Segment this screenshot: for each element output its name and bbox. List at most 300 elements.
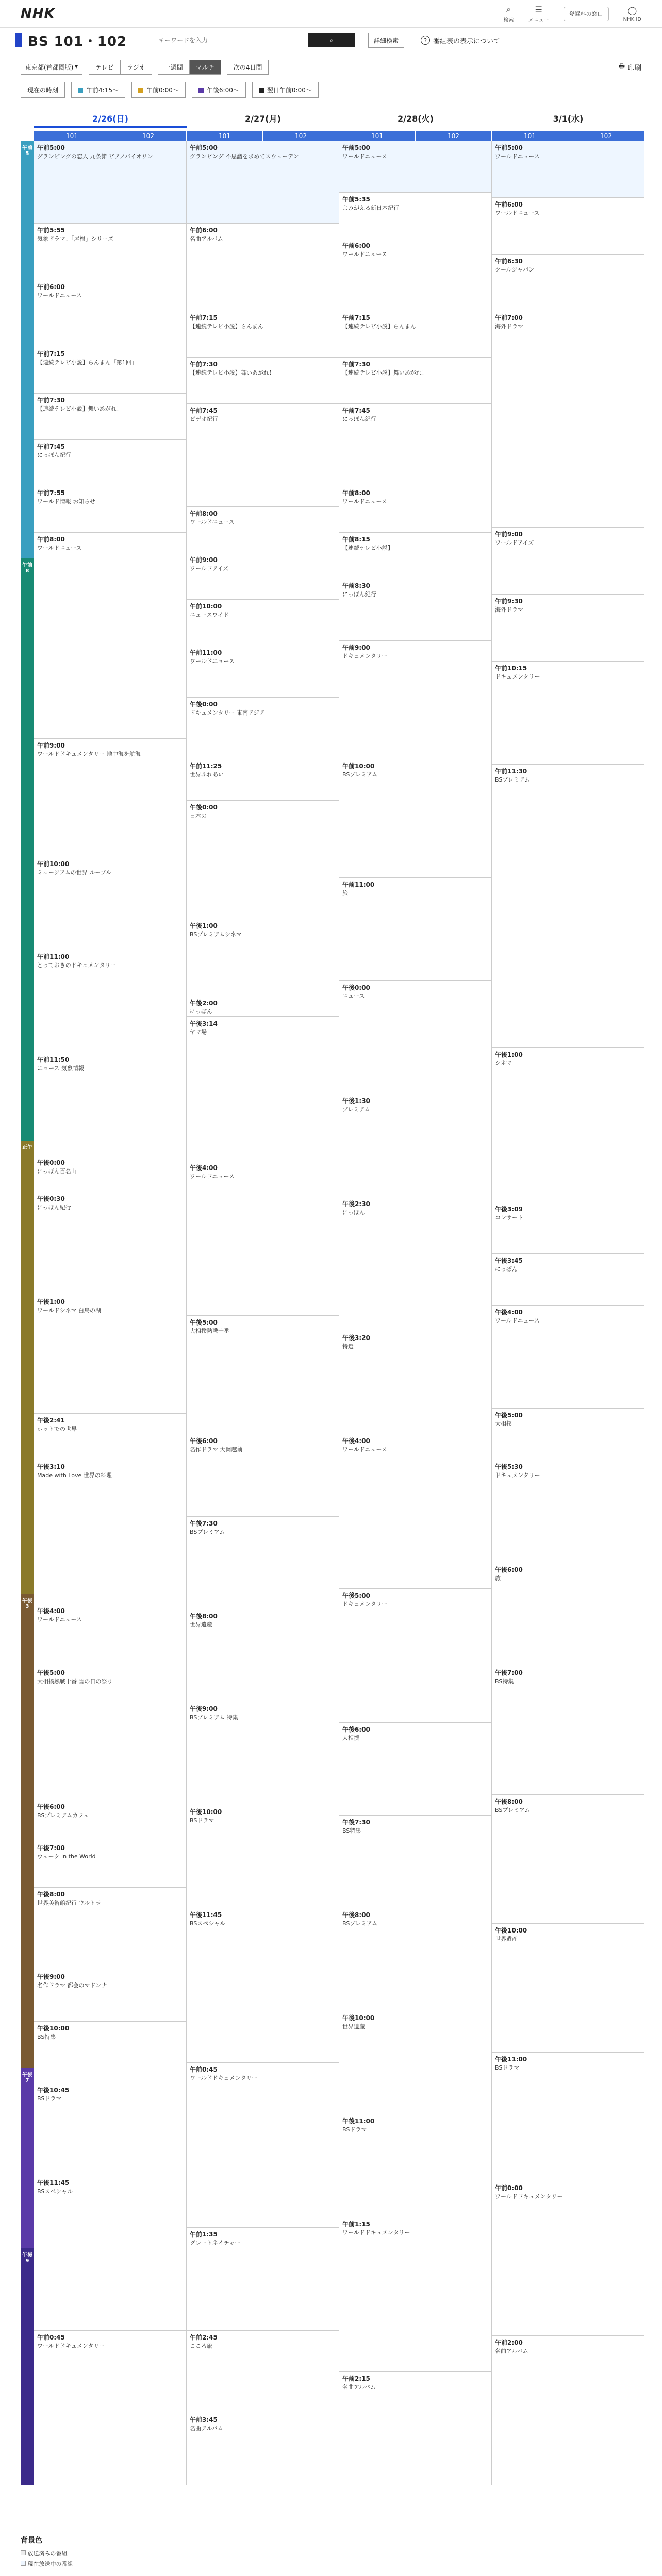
program-item[interactable] xyxy=(339,1434,491,1589)
program-item[interactable] xyxy=(339,579,491,641)
program-item[interactable] xyxy=(339,2372,491,2475)
program-item[interactable] xyxy=(339,2011,491,2114)
program-title: ドキュメンタリー xyxy=(495,1472,540,1479)
program-time: 午前6:00 xyxy=(342,242,370,249)
print-button[interactable]: 🖶 印刷 xyxy=(618,62,641,72)
program-item[interactable] xyxy=(34,1460,186,1604)
program-title: ワールドニュース xyxy=(495,153,540,160)
program-item[interactable] xyxy=(187,1702,339,1805)
program-time: 午後10:00 xyxy=(37,2025,70,2032)
program-item[interactable] xyxy=(187,141,339,224)
program-item[interactable] xyxy=(34,2331,186,2485)
program-title: にっぽん紀行 xyxy=(37,452,71,459)
program-title: ワールドニュース xyxy=(342,251,387,258)
program-item[interactable] xyxy=(187,1017,339,1161)
program-item[interactable] xyxy=(339,641,491,759)
time-button-4[interactable]: 翌日午前0:00〜 xyxy=(252,82,319,98)
program-time: 午後10:00 xyxy=(495,1927,527,1934)
program-item[interactable] xyxy=(492,1460,644,1563)
program-item[interactable] xyxy=(339,1589,491,1723)
program-item[interactable] xyxy=(34,533,186,739)
channel-header: 101 102 101 102 101 102 101 102 xyxy=(0,131,662,141)
program-item[interactable] xyxy=(187,553,339,600)
program-item[interactable] xyxy=(34,1604,186,1666)
program-title: ワールドニュース xyxy=(342,1446,387,1453)
program-item[interactable] xyxy=(492,2053,644,2181)
program-time: 午前6:00 xyxy=(495,201,523,208)
program-title: BSドラマ xyxy=(342,2126,367,2133)
program-item[interactable] xyxy=(339,239,491,311)
program-title: にっぽん xyxy=(495,1266,518,1273)
program-item[interactable] xyxy=(492,1795,644,1924)
program-item[interactable] xyxy=(187,1434,339,1517)
program-item[interactable] xyxy=(187,919,339,996)
program-time: 午後11:45 xyxy=(190,1911,222,1919)
program-time: 午後7:30 xyxy=(190,1520,218,1527)
program-item[interactable] xyxy=(34,857,186,950)
program-item[interactable] xyxy=(187,404,339,507)
time-band-0: 午前5 xyxy=(21,141,34,558)
program-time: 午後5:30 xyxy=(495,1463,523,1470)
program-title: ワールドニュース xyxy=(495,210,540,216)
program-title: ワールドドキュメンタリー xyxy=(190,2075,258,2081)
program-item[interactable] xyxy=(34,739,186,857)
program-time: 午前0:45 xyxy=(190,2066,218,2073)
program-title: シネマ xyxy=(495,1060,512,1066)
program-item[interactable] xyxy=(492,1202,644,1254)
display-settings-link[interactable]: ? 番組表の表示について xyxy=(421,36,500,45)
type-tabs xyxy=(89,60,152,75)
area-select[interactable]: 東京都(首都圏版) ▾ xyxy=(21,60,82,75)
date-0: 2/26(日) xyxy=(34,112,187,128)
menu-icon[interactable]: ☰ メニュー xyxy=(528,4,549,23)
tab-multi[interactable]: マルチ xyxy=(189,60,221,75)
search-button[interactable]: ⌕ xyxy=(308,33,355,47)
program-time: 午後0:00 xyxy=(37,1159,65,1166)
program-title: BSプレミアム xyxy=(190,1529,225,1535)
program-item[interactable] xyxy=(339,1331,491,1434)
program-item[interactable] xyxy=(34,1841,186,1888)
program-title: ドキュメンタリー xyxy=(342,653,388,659)
program-time: 午後9:00 xyxy=(37,1973,65,1980)
program-time: 午前3:45 xyxy=(190,2416,218,2424)
program-time: 午後6:00 xyxy=(342,1726,370,1733)
program-item[interactable] xyxy=(34,280,186,347)
program-title: 世界遺産 xyxy=(190,1621,212,1628)
date-2: 2/28(火) xyxy=(398,114,434,124)
footer-legend: 背景色 放送済みの番組 現在放送中の番組 xyxy=(21,2524,639,2576)
program-item[interactable] xyxy=(34,2176,186,2331)
program-title: 名作ドラマ 都会のマドンナ xyxy=(37,1982,107,1989)
sub-header xyxy=(0,28,662,53)
program-item[interactable] xyxy=(187,600,339,646)
program-item[interactable] xyxy=(187,996,339,1017)
program-time: 午前7:30 xyxy=(190,361,218,368)
program-title: 世界ふれあい xyxy=(190,771,224,778)
program-item[interactable] xyxy=(187,1609,339,1702)
program-title: ワールドニュース xyxy=(37,1616,82,1623)
program-item[interactable] xyxy=(339,141,491,193)
program-time: 午前5:00 xyxy=(190,144,218,151)
program-time: 午前7:00 xyxy=(495,314,523,321)
program-time: 午後11:45 xyxy=(37,2179,70,2187)
program-title: 大相撲 xyxy=(495,1420,512,1427)
program-title: ワールド情報 お知らせ xyxy=(37,498,95,505)
program-item[interactable] xyxy=(34,394,186,440)
program-title: BSドラマ xyxy=(495,2064,520,2071)
program-title: 【連続テレビ小説】らんまん「第1回」 xyxy=(37,359,137,366)
program-item[interactable] xyxy=(34,347,186,394)
program-item[interactable] xyxy=(339,533,491,579)
program-title: にっぽん紀行 xyxy=(37,1204,71,1211)
program-title: にっぽん紀行 xyxy=(342,591,376,598)
program-time: 午後2:00 xyxy=(190,999,218,1007)
program-item[interactable] xyxy=(492,1409,644,1460)
program-title: BSプレミアムシネマ xyxy=(190,931,242,938)
program-title: BSドラマ xyxy=(190,1817,214,1824)
program-title: ワールドニュース xyxy=(342,153,387,160)
program-title: BSプレミアムカフェ xyxy=(37,1812,89,1819)
program-item[interactable] xyxy=(492,765,644,1048)
program-time: 午後11:00 xyxy=(495,2056,527,2063)
program-time: 午前5:00 xyxy=(495,144,523,151)
program-item[interactable] xyxy=(339,486,491,533)
program-time: 午前8:30 xyxy=(342,582,370,589)
time-button-1[interactable]: 午前4:15〜 xyxy=(71,82,125,98)
program-time: 午前2:00 xyxy=(495,2339,523,2346)
program-title: 名曲アルバム xyxy=(342,2384,376,2391)
program-time: 午前5:55 xyxy=(37,227,65,234)
program-item[interactable] xyxy=(187,2413,339,2454)
search-input[interactable] xyxy=(154,33,308,47)
question-icon: ? xyxy=(421,36,430,45)
program-title: BS特集 xyxy=(342,1827,361,1834)
bg-past: 放送済みの番組 xyxy=(21,2549,639,2557)
next-4days-button[interactable]: 次の4日間 xyxy=(227,60,269,75)
time-button-2[interactable]: 午前0:00〜 xyxy=(131,82,186,98)
program-time: 午後10:00 xyxy=(342,2014,375,2022)
program-title: BSプレミアム 特集 xyxy=(190,1714,238,1721)
program-item[interactable] xyxy=(339,193,491,239)
program-title: ワールドドキュメンタリー xyxy=(37,2343,105,2349)
program-title: ビデオ紀行 xyxy=(190,416,218,422)
program-title: BSプレミアム xyxy=(495,776,531,783)
program-item[interactable] xyxy=(187,1161,339,1316)
program-title: にっぽん紀行 xyxy=(342,416,376,422)
advanced-search-button[interactable]: 詳細検索 xyxy=(368,33,404,48)
program-title: 大相撲 xyxy=(342,1735,359,1741)
program-item[interactable] xyxy=(34,224,186,280)
program-item[interactable] xyxy=(34,486,186,533)
program-title: ワールドニュース xyxy=(37,292,82,299)
program-item[interactable] xyxy=(339,878,491,981)
program-title: 【連続テレビ小説】舞いあがれ！ xyxy=(342,369,427,376)
program-title: ワールドドキュメンタリー 地中海を航海 xyxy=(37,751,141,757)
program-item[interactable] xyxy=(339,981,491,1094)
program-item[interactable] xyxy=(34,1888,186,1970)
program-time: 午後7:00 xyxy=(495,1669,523,1676)
tab-radio[interactable]: ラジオ xyxy=(120,60,152,75)
program-time: 午前9:30 xyxy=(495,598,523,605)
program-time: 午前9:00 xyxy=(342,644,370,651)
nhk-logo[interactable]: NHK xyxy=(21,6,55,22)
program-item[interactable] xyxy=(339,1197,491,1331)
program-item[interactable] xyxy=(34,1192,186,1295)
program-item[interactable] xyxy=(187,2228,339,2331)
program-title: 世界遺産 xyxy=(495,1936,518,1942)
program-title: ドキュメンタリー xyxy=(495,673,540,680)
date-1: 2/27(月) xyxy=(245,114,281,124)
program-title: ウェーク in the World xyxy=(37,1853,96,1860)
program-time: 午後0:00 xyxy=(190,804,218,811)
program-title: コンサート xyxy=(495,1214,523,1221)
program-item[interactable] xyxy=(34,1970,186,2022)
program-time: 午前7:15 xyxy=(190,314,218,321)
program-title: ニュース 気象情報 xyxy=(37,1065,84,1072)
program-title: 名作ドラマ 大岡越前 xyxy=(190,1446,243,1453)
program-title: ワールドアイズ xyxy=(190,565,229,572)
program-time: 午後4:00 xyxy=(37,1607,65,1615)
program-time: 午後6:00 xyxy=(37,1803,65,1810)
program-time: 午前10:00 xyxy=(190,603,222,610)
program-item[interactable] xyxy=(492,662,644,765)
program-title: ワールドニュース xyxy=(190,519,235,526)
program-time: 午後1:00 xyxy=(37,1298,65,1306)
program-title: グレートネイチャー xyxy=(190,2240,241,2246)
program-time: 午後3:09 xyxy=(495,1206,523,1213)
program-time: 午前7:55 xyxy=(37,489,65,497)
program-time: 午前2:15 xyxy=(342,2375,370,2382)
program-item[interactable] xyxy=(492,1924,644,2053)
program-item[interactable] xyxy=(339,311,491,358)
program-item[interactable] xyxy=(339,1908,491,2011)
bg-now: 現在放送中の番組 xyxy=(21,2560,639,2568)
program-time: 午前7:45 xyxy=(37,443,65,450)
program-item[interactable] xyxy=(492,2336,644,2485)
printer-icon: 🖶 xyxy=(618,62,625,71)
program-title: 特選 xyxy=(342,1343,354,1350)
program-item[interactable] xyxy=(187,311,339,358)
program-item[interactable] xyxy=(492,1563,644,1666)
search-icon[interactable]: ⌕ 検索 xyxy=(503,4,514,23)
program-time: 午前6:00 xyxy=(190,227,218,234)
program-item[interactable] xyxy=(339,759,491,878)
program-item[interactable] xyxy=(492,528,644,595)
day-column-1 xyxy=(187,141,339,2485)
program-title: ワールドニュース xyxy=(190,1173,235,1180)
program-item[interactable] xyxy=(187,1908,339,2063)
brand-bar xyxy=(15,33,22,47)
program-time: 午前1:35 xyxy=(190,2231,218,2238)
program-time: 午前8:00 xyxy=(342,489,370,497)
program-time: 午後9:00 xyxy=(190,1705,218,1713)
program-time: 午前0:00 xyxy=(495,2184,523,2192)
program-title: とっておきのドキュメンタリー xyxy=(37,962,117,969)
program-item[interactable] xyxy=(492,2181,644,2336)
program-item[interactable] xyxy=(492,1048,644,1202)
program-time: 午後7:30 xyxy=(342,1819,370,1826)
program-time: 午前9:00 xyxy=(37,742,65,749)
program-title: 旅 xyxy=(342,890,348,896)
program-time: 午前7:45 xyxy=(342,407,370,414)
program-item[interactable] xyxy=(187,2063,339,2228)
program-title: 【連続テレビ小説】舞いあがれ！ xyxy=(190,369,275,376)
program-time: 午前5:00 xyxy=(37,144,65,151)
program-title: ワールドニュース xyxy=(37,545,82,551)
program-time: 午前0:45 xyxy=(37,2334,65,2341)
program-item[interactable] xyxy=(34,1666,186,1800)
program-time: 午前10:00 xyxy=(342,762,375,770)
program-item[interactable] xyxy=(492,255,644,311)
program-time: 午後2:41 xyxy=(37,1417,65,1424)
program-item[interactable] xyxy=(187,801,339,919)
program-item[interactable] xyxy=(492,595,644,662)
program-title: 大相撲熱戦十番 xyxy=(190,1328,229,1334)
program-item[interactable] xyxy=(492,198,644,255)
program-item[interactable] xyxy=(187,646,339,698)
time-band-2: 正午 xyxy=(21,1141,34,1594)
program-title: ニュース xyxy=(342,993,365,999)
program-title: 名曲アルバム xyxy=(495,2348,528,2354)
program-title: こころ旅 xyxy=(190,2343,212,2349)
time-button-3[interactable]: 午後6:00〜 xyxy=(192,82,246,98)
program-title: プレミアム xyxy=(342,1106,370,1113)
program-time: 午前8:00 xyxy=(190,510,218,517)
program-item[interactable] xyxy=(187,1316,339,1434)
program-time: 午後0:00 xyxy=(190,701,218,708)
tab-week[interactable]: 一週間 xyxy=(158,60,190,75)
program-time: 午前2:45 xyxy=(190,2334,218,2341)
program-item[interactable] xyxy=(34,440,186,486)
program-item[interactable] xyxy=(339,2217,491,2372)
program-time: 午前6:30 xyxy=(495,258,523,265)
program-title: にっぽん百名山 xyxy=(37,1168,77,1175)
program-time: 午前11:00 xyxy=(342,881,375,888)
program-item[interactable] xyxy=(339,1094,491,1197)
program-time: 午前11:00 xyxy=(37,953,70,960)
program-title: BSスペシャル xyxy=(190,1920,226,1927)
program-time: 午前8:00 xyxy=(37,536,65,543)
program-time: 午後10:00 xyxy=(190,1808,222,1816)
program-item[interactable] xyxy=(339,358,491,404)
tab-tv[interactable]: テレビ xyxy=(89,60,121,75)
program-title: BSプレミアム xyxy=(342,771,378,778)
program-time: 午前7:15 xyxy=(342,314,370,321)
program-item[interactable] xyxy=(339,1723,491,1816)
program-item[interactable] xyxy=(187,224,339,311)
program-item[interactable] xyxy=(34,1053,186,1156)
program-item[interactable] xyxy=(492,311,644,528)
now-button[interactable]: 現在の時刻 xyxy=(21,82,65,98)
account-icon[interactable]: ◯ NHK ID xyxy=(623,5,641,22)
program-title: Made with Love 世界の料理 xyxy=(37,1472,112,1479)
day-column-0 xyxy=(34,141,187,2485)
program-title: 大相撲熱戦十番 雪の日の祭り xyxy=(37,1678,113,1685)
program-item[interactable] xyxy=(187,507,339,553)
program-title: クールジャパン xyxy=(495,266,535,273)
program-title: 【連続テレビ小説】 xyxy=(342,545,393,551)
program-title: ドキュメンタリー xyxy=(342,1601,388,1607)
program-item[interactable] xyxy=(339,404,491,486)
program-item[interactable] xyxy=(34,1295,186,1414)
program-title: 日本の xyxy=(190,812,207,819)
program-time: 午前11:25 xyxy=(190,762,222,770)
program-title: 名曲アルバム xyxy=(190,2425,223,2432)
program-title: ドキュメンタリー 東南アジア xyxy=(190,709,265,716)
program-time: 午前9:00 xyxy=(190,556,218,564)
program-time: 午後4:00 xyxy=(495,1309,523,1316)
program-time: 午後7:00 xyxy=(37,1844,65,1852)
program-item[interactable] xyxy=(34,2022,186,2083)
program-title: 【連続テレビ小説】舞いあがれ！ xyxy=(37,405,122,412)
program-time: 午前10:15 xyxy=(495,665,527,672)
program-item[interactable] xyxy=(339,1816,491,1908)
program-item[interactable] xyxy=(187,1517,339,1609)
program-title: BSプレミアム xyxy=(495,1807,531,1814)
program-time: 午前5:00 xyxy=(342,144,370,151)
program-time: 午後5:00 xyxy=(190,1319,218,1326)
program-title: BSプレミアム xyxy=(342,1920,378,1927)
program-title: 旅 xyxy=(495,1575,501,1582)
program-item[interactable] xyxy=(187,1805,339,1908)
program-item[interactable] xyxy=(34,2083,186,2176)
program-time: 午前7:30 xyxy=(342,361,370,368)
program-time: 午後3:14 xyxy=(190,1020,218,1027)
program-item[interactable] xyxy=(187,698,339,759)
program-item[interactable] xyxy=(492,1666,644,1795)
program-time: 午前5:35 xyxy=(342,196,370,203)
program-item[interactable] xyxy=(187,759,339,801)
program-item[interactable] xyxy=(34,1156,186,1192)
program-title: ワールドアイズ xyxy=(495,539,534,546)
program-time: 午後1:30 xyxy=(342,1097,370,1105)
page-title: BS 101・102 xyxy=(28,33,127,49)
license-button[interactable]: 登録料の窓口 xyxy=(564,7,609,21)
program-item[interactable] xyxy=(492,1306,644,1409)
program-item[interactable] xyxy=(492,141,644,198)
program-time: 午後5:00 xyxy=(495,1412,523,1419)
program-item[interactable] xyxy=(492,1254,644,1306)
program-title: BSドラマ xyxy=(37,2095,62,2102)
program-item[interactable] xyxy=(34,1414,186,1460)
day-column-2 xyxy=(339,141,492,2485)
day-column-3 xyxy=(492,141,644,2485)
program-title: ホットでの世界 xyxy=(37,1426,77,1432)
program-item[interactable] xyxy=(339,2114,491,2217)
program-title: 世界遺産 xyxy=(342,2023,365,2030)
program-time: 午前7:45 xyxy=(190,407,218,414)
program-time: 午前6:00 xyxy=(37,283,65,291)
program-item[interactable] xyxy=(187,358,339,404)
program-time: 午後8:00 xyxy=(37,1891,65,1898)
time-band-5: 午後9 xyxy=(21,2248,34,2485)
program-item[interactable] xyxy=(34,1800,186,1841)
program-time: 午後4:00 xyxy=(342,1437,370,1445)
program-time: 午後3:20 xyxy=(342,1334,370,1342)
program-item[interactable] xyxy=(187,2331,339,2413)
program-item[interactable] xyxy=(34,141,186,224)
program-time: 午前11:30 xyxy=(495,768,527,775)
program-item[interactable] xyxy=(34,950,186,1053)
program-title: 【連続テレビ小説】らんまん xyxy=(190,323,263,330)
program-time: 午前10:00 xyxy=(37,860,70,868)
program-title: ミュージアムの世界 ルーブル xyxy=(37,869,112,876)
date-header xyxy=(0,112,662,128)
program-time: 午後10:45 xyxy=(37,2087,70,2094)
program-title: ワールドドキュメンタリー xyxy=(495,2193,563,2200)
program-time: 午後0:00 xyxy=(342,984,370,991)
program-title: ワールドニュース xyxy=(342,498,387,505)
